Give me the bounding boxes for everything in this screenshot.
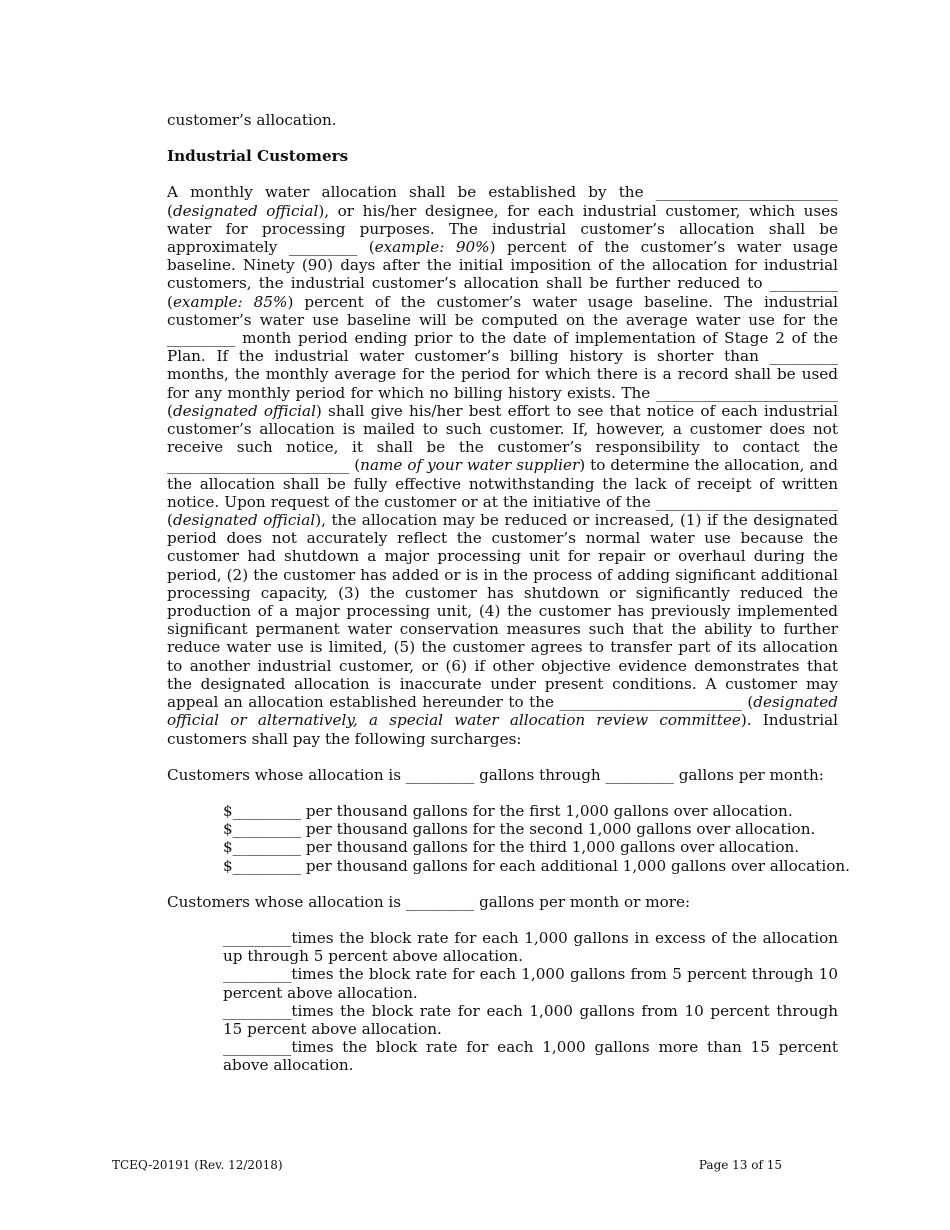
italic-run: designated official	[172, 201, 319, 220]
lead-text: customer’s allocation.	[167, 111, 337, 129]
surcharge-row: $_________ per thousand gallons for the first 1,000 gallons over allocation.	[223, 801, 793, 820]
block-rate-item: _________times the block rate for each 1,000 gallons from 5 percent through 10 percent above allocation.	[223, 965, 838, 1002]
main-paragraph	[167, 183, 838, 747]
surcharge-row: $_________ per thousand gallons for the third 1,000 gallons over allocation.	[223, 838, 800, 857]
text-run: ) shall give his/her best effort to see that notice of each industrial customer’s allocation is mailed to such customer. If, however, a customer does not receive such notice, it shall be the customer’s responsibility to contact the ________________________ (	[167, 401, 838, 475]
document-body	[167, 111, 850, 1075]
text-run: ) percent of the customer’s water usage baseline. Ninety (90) days after the initial imposition of the allocation for industrial customers, the industrial customer’s allocation shall be further reduced to _________ (	[167, 238, 838, 311]
block-rate-item: _________times the block rate for each 1,000 gallons from 10 percent through 15 percent above allocation.	[223, 1001, 838, 1038]
italic-run: designated official or alternatively, a special water allocation review committee	[167, 693, 838, 730]
tier1-surcharge-list	[223, 801, 850, 875]
block-rate-item: _________times the block rate for each 1,000 gallons more than 15 percent above allocation.	[223, 1038, 838, 1075]
italic-run: name of your water supplier	[360, 456, 580, 475]
text-run: ). Industrial customers shall pay the following surcharges:	[167, 711, 838, 748]
tier1-intro: Customers whose allocation is _________ gallons through _________ gallons per month:	[167, 765, 824, 784]
italic-run: designated official	[172, 511, 316, 530]
section-heading: Industrial Customers	[167, 147, 349, 166]
surcharge-row: $_________ per thousand gallons for the second 1,000 gallons over allocation.	[223, 820, 816, 839]
text-run: ) to determine the allocation, and the allocation shall be fully effective notwithstanding the lack of receipt of written notice. Upon request of the customer or at the initiative of the ________________________ (	[167, 456, 838, 530]
tier2-intro: Customers whose allocation is _________ gallons per month or more:	[167, 892, 691, 911]
block-rate-item: _________times the block rate for each 1,000 gallons in excess of the allocation up through 5 percent above allocation.	[223, 928, 838, 966]
italic-run: designated official	[172, 401, 316, 420]
text-run: ) percent of the customer’s water usage baseline. The industrial customer’s water use baseline will be computed on the average water use for the _________ month period ending prior to the date of implementation of Stage 2 of the Plan. If the industrial water customer’s billing history is shorter than _________ months, the monthly average for the period for which there is a record shall be used for any monthly period for which no billing history exists. The ________________________ (	[167, 292, 839, 420]
text-run: A monthly water allocation shall be established by the ________________________ (	[167, 183, 838, 220]
footer-form-id: TCEQ-20191 (Rev. 12/2018)	[112, 1158, 283, 1172]
italic-run: example: 90%	[374, 238, 490, 257]
text-run: ), the allocation may be reduced or increased, (1) if the designated period does not accurately reflect the customer’s normal water use because the customer had shutdown a major processing unit for repair or overhaul during the period, (2) the customer has added or is in the process of adding significant additional processing capacity, (3) the customer has shutdown or significantly reduced the production of a major processing unit, (4) the customer has previously implemented significant permanent water conservation measures such that the ability to further reduce water use is limited, (5) the customer agrees to transfer part of its allocation to another industrial customer, or (6) if other objective evidence demonstrates that the designated allocation is inaccurate under present conditions. A customer may appeal an allocation established hereunder to the ________________________ (	[167, 511, 838, 712]
tier2-block-list	[223, 929, 838, 1075]
surcharge-row: $_________ per thousand gallons for each additional 1,000 gallons over allocation.	[223, 856, 850, 875]
text-run: ), or his/her designee, for each industrial customer, which uses water for processing purposes. The industrial customer’s allocation shall be approximately _________ (	[167, 201, 838, 257]
footer-page-number: Page 13 of 15	[698, 1158, 782, 1172]
italic-run: example: 85%	[172, 292, 288, 311]
